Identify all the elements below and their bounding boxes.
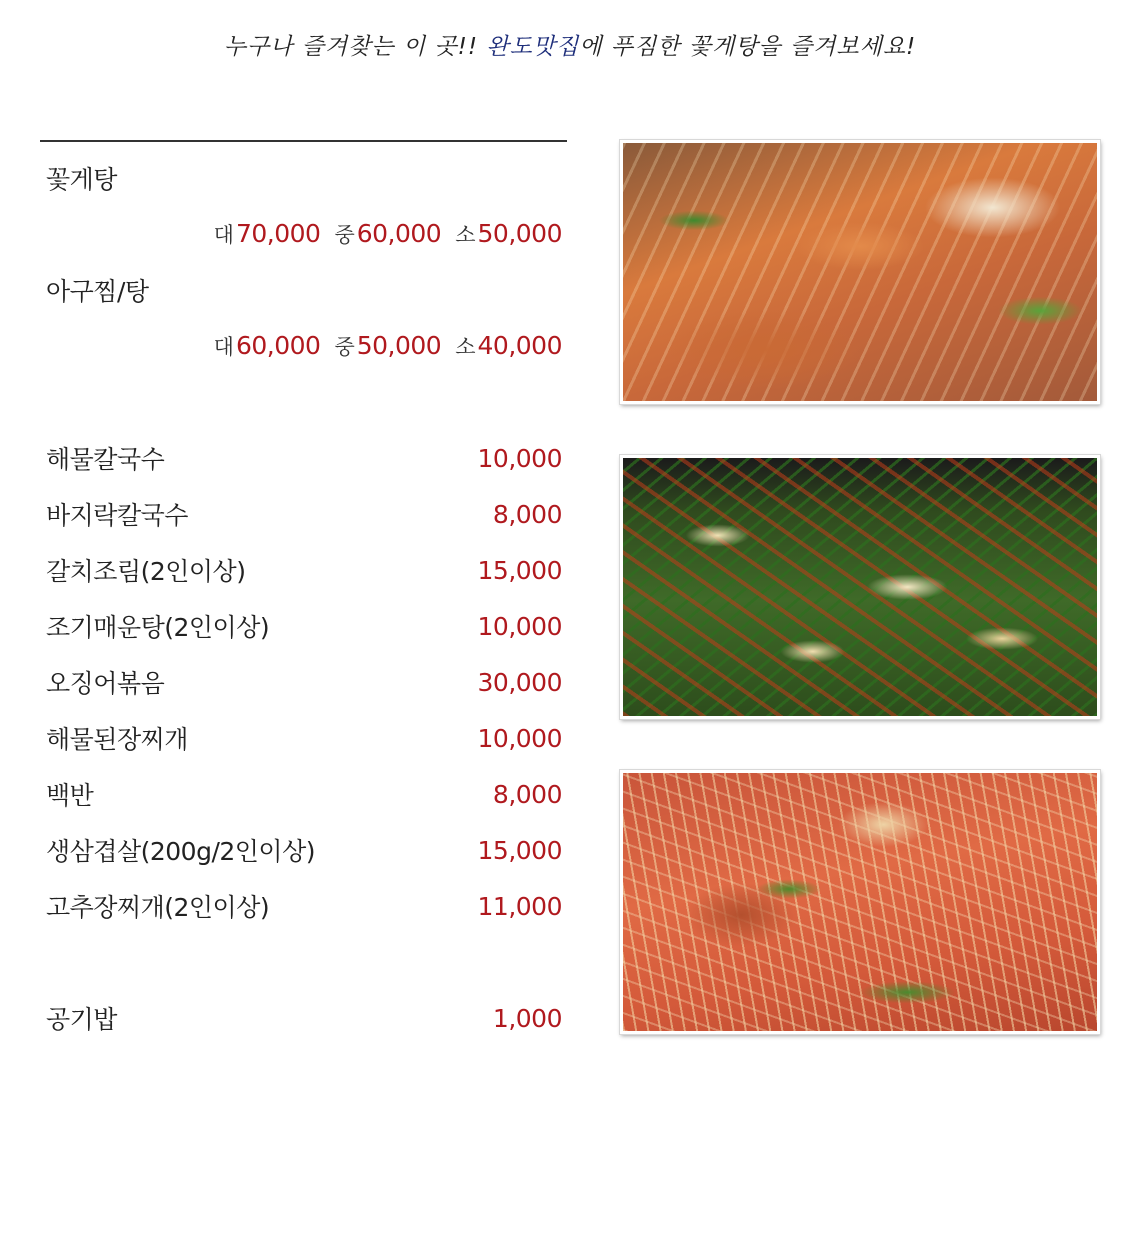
menu-item-name: 고추장찌개(2인이상) <box>46 893 270 922</box>
menu-item-row <box>46 878 562 934</box>
price-medium: 50,000 <box>356 331 442 360</box>
menu-item-price: 11,000 <box>477 891 562 921</box>
price-small: 50,000 <box>477 219 562 248</box>
menu-item-name: 갈치조림(2인이상) <box>46 557 246 586</box>
sized-menu-item-name-row <box>46 262 562 318</box>
tagline-text-after: 에 푸짐한 꽃게탕을 즐겨보세요! <box>579 34 917 60</box>
menu-item-name: 백반 <box>46 781 94 810</box>
size-price-row <box>46 206 562 262</box>
menu-item-row <box>46 766 562 822</box>
size-large <box>214 331 321 361</box>
size-label-small: 소 <box>455 335 476 359</box>
menu-item-row <box>46 822 562 878</box>
menu-item-price: 15,000 <box>477 555 562 585</box>
size-label-medium: 중 <box>334 335 355 359</box>
braised-monkfish-photo <box>620 770 1100 1034</box>
price-large: 70,000 <box>235 219 321 248</box>
menu-item-row-extra <box>46 990 562 1046</box>
size-price-row <box>46 318 562 374</box>
menu-item-name: 해물칼국수 <box>46 445 165 474</box>
size-medium <box>334 219 441 249</box>
menu-item-name: 생삼겹살(200g/2인이상) <box>46 837 315 866</box>
size-small <box>455 219 562 249</box>
tagline-highlight: 완도맛집 <box>486 34 580 60</box>
size-medium <box>334 331 441 361</box>
menu-item-price: 10,000 <box>477 723 562 753</box>
menu-item-price: 10,000 <box>477 611 562 641</box>
menu-item-row <box>46 710 562 766</box>
tagline-text-before: 누구나 즐겨찾는 이 곳!! <box>223 34 487 60</box>
menu-item-name: 오징어볶음 <box>46 669 165 698</box>
menu-item-name: 해물된장찌개 <box>46 725 188 754</box>
sized-menu-item-name-row <box>46 150 562 206</box>
menu-item-price: 8,000 <box>492 779 562 809</box>
menu-item-row <box>46 430 562 486</box>
menu-item-name: 바지락칼국수 <box>46 501 188 530</box>
menu-item-name: 조기매운탕(2인이상) <box>46 613 270 642</box>
size-label-small: 소 <box>455 223 476 247</box>
menu-spacer <box>46 374 562 430</box>
menu-item-name: 공기밥 <box>46 1005 117 1034</box>
menu-item-name: 아구찜/탕 <box>46 277 149 306</box>
menu-item-price: 1,000 <box>492 1003 562 1033</box>
crab-stew-photo <box>620 140 1100 404</box>
size-label-medium: 중 <box>334 223 355 247</box>
stir-fried-squid-photo <box>620 455 1100 719</box>
size-label-large: 대 <box>213 223 234 247</box>
menu-item-price: 15,000 <box>477 835 562 865</box>
menu-item-price: 10,000 <box>477 443 562 473</box>
menu-item-row <box>46 598 562 654</box>
menu-item-row <box>46 654 562 710</box>
menu-divider <box>40 140 567 142</box>
menu-spacer <box>46 934 562 990</box>
menu-item-price: 8,000 <box>492 499 562 529</box>
menu-list <box>46 150 562 1046</box>
price-small: 40,000 <box>477 331 562 360</box>
menu-item-row <box>46 486 562 542</box>
size-large <box>214 219 321 249</box>
menu-item-name: 꽃게탕 <box>46 165 117 194</box>
size-label-large: 대 <box>213 335 234 359</box>
price-large: 60,000 <box>235 331 321 360</box>
header-tagline <box>0 28 1140 61</box>
price-medium: 60,000 <box>356 219 442 248</box>
size-small <box>455 331 562 361</box>
menu-item-row <box>46 542 562 598</box>
menu-item-price: 30,000 <box>477 667 562 697</box>
